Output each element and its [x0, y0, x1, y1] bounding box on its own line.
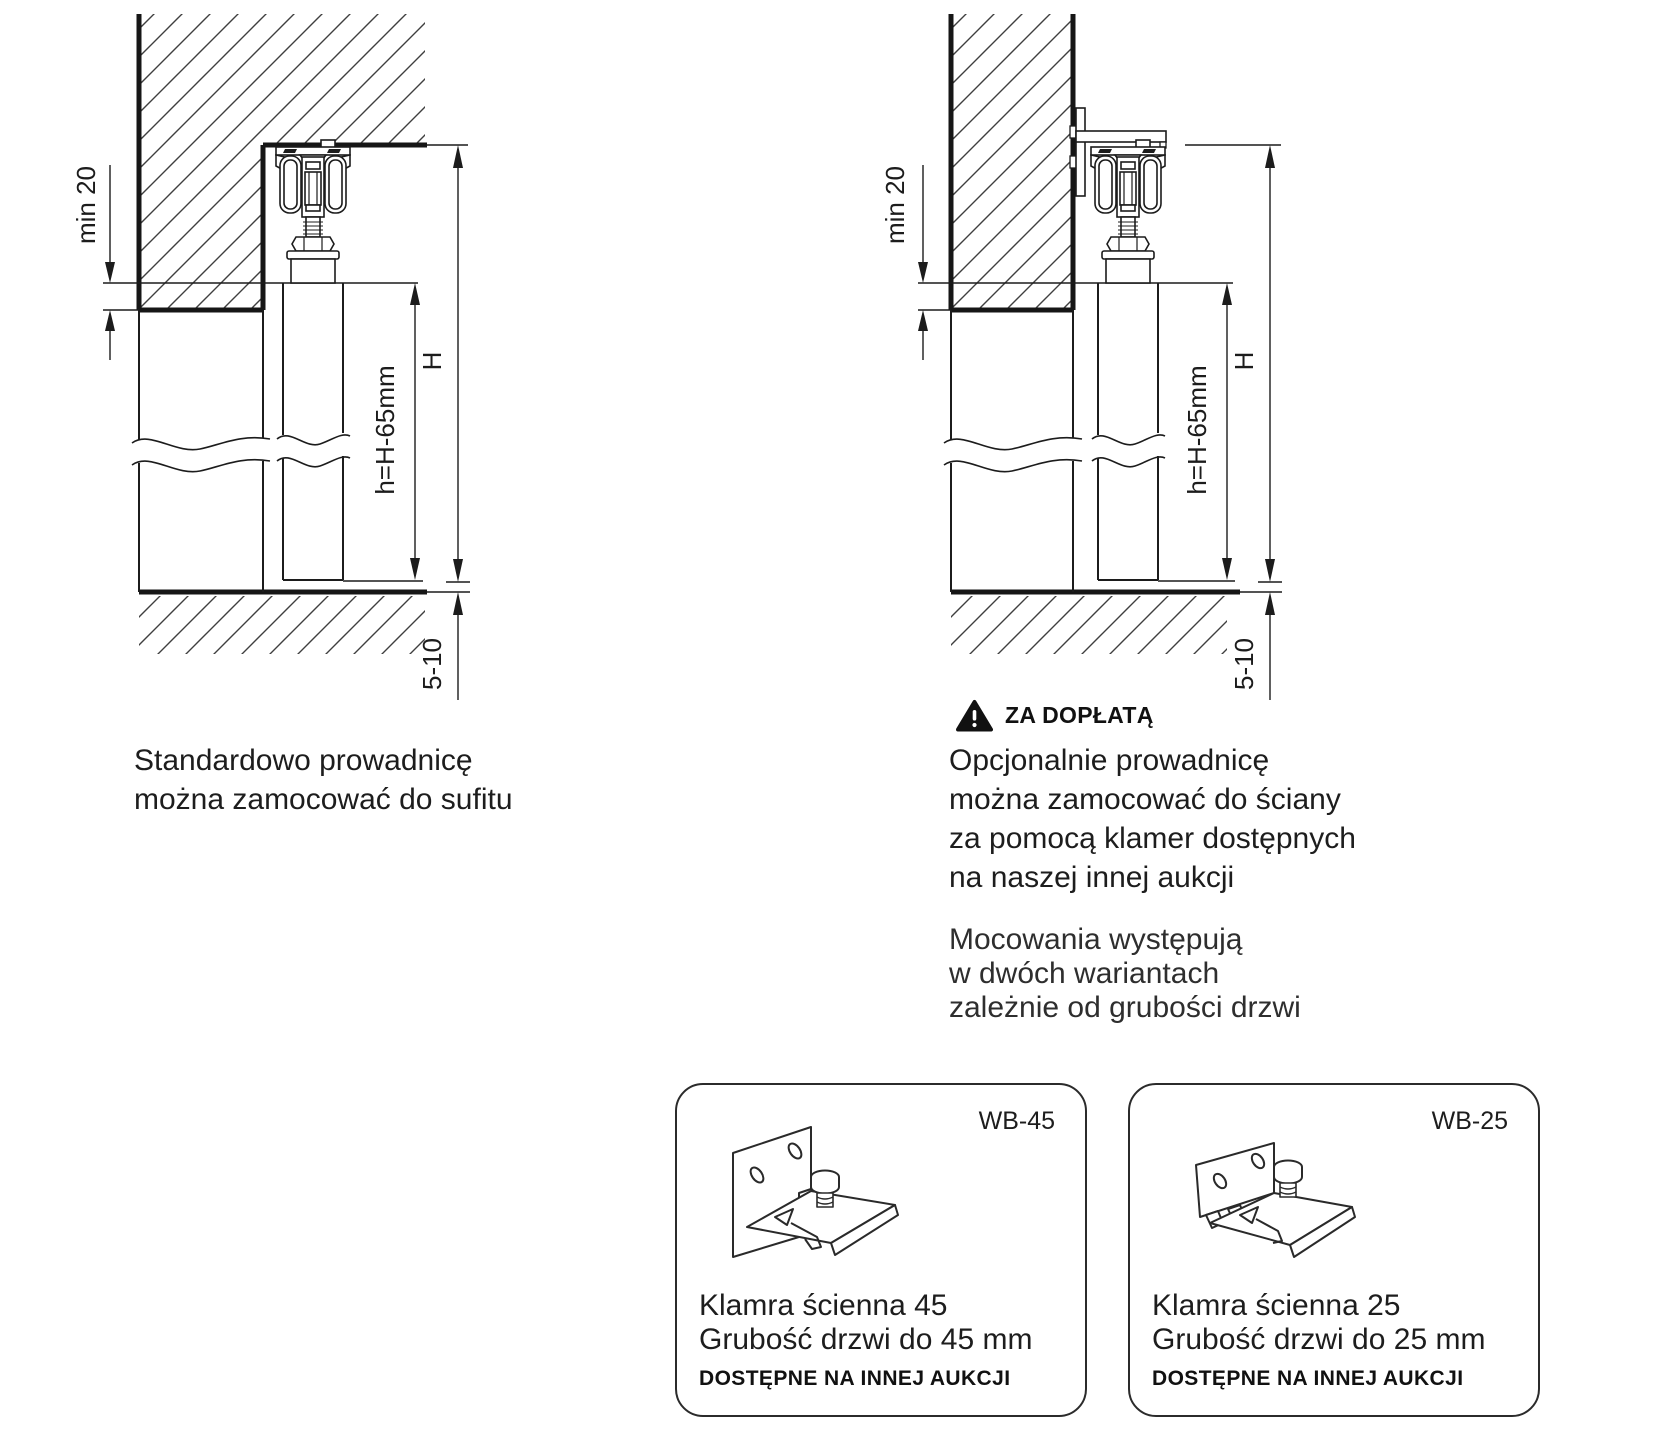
caption-wall-mount [949, 741, 1356, 897]
note-line: w dwóch wariantach [949, 957, 1220, 990]
break-lines [132, 435, 350, 472]
wall-bracket-icon-45 [713, 1109, 913, 1259]
wall-section-hatch [951, 14, 1073, 310]
dim-label-min-overlap: min 20 [880, 165, 910, 245]
surcharge-warning [956, 699, 1154, 732]
dim-label-door-height: h=H-65mm [1182, 365, 1212, 495]
bracket-availability: DOSTĘPNE NA INNEJ AUKCJI [1152, 1367, 1464, 1390]
note-line: Mocowania występują [949, 923, 1243, 956]
bracket-title: Klamra ścienna 25 [1152, 1289, 1401, 1322]
door-panel [139, 283, 343, 592]
ceiling-mount-diagram [71, 14, 470, 700]
dim-label-total-height: H [1229, 351, 1259, 371]
bracket-title: Klamra ścienna 45 [699, 1289, 948, 1322]
dim-label-total-height: H [417, 351, 447, 371]
note-line: zależnie od grubości drzwi [949, 991, 1301, 1024]
wall-bracket-icon-25 [1166, 1109, 1366, 1259]
variants-note [949, 923, 1301, 1025]
dim-label-floor-gap: 5-10 [417, 637, 447, 691]
caption-line: można zamocować do sufitu [134, 783, 513, 816]
caption-ceiling-mount [134, 741, 513, 819]
caption-line: za pomocą klamer dostępnych [949, 822, 1356, 855]
bracket-card-wb45 [675, 1083, 1087, 1417]
warning-icon [956, 699, 993, 732]
bracket-availability: DOSTĘPNE NA INNEJ AUKCJI [699, 1367, 1011, 1390]
bracket-subtitle: Grubość drzwi do 25 mm [1152, 1323, 1486, 1356]
caption-line: na naszej innej aukcji [949, 861, 1235, 894]
caption-line: Opcjonalnie prowadnicę [949, 744, 1270, 777]
product-code: WB-45 [978, 1107, 1055, 1135]
roller-trolley [1091, 140, 1165, 283]
caption-line: można zamocować do ściany [949, 783, 1341, 816]
wall-mount-diagram [880, 14, 1282, 700]
floor-hatch [951, 596, 1227, 654]
roller-trolley [276, 140, 350, 283]
product-code: WB-25 [1431, 1107, 1508, 1135]
door-panel [951, 283, 1158, 592]
dim-label-floor-gap: 5-10 [1229, 637, 1259, 691]
dim-label-door-height: h=H-65mm [370, 365, 400, 495]
technical-diagrams [0, 0, 1655, 720]
bracket-subtitle: Grubość drzwi do 45 mm [699, 1323, 1033, 1356]
surcharge-label: ZA DOPŁATĄ [1005, 702, 1154, 728]
break-lines [944, 435, 1165, 472]
caption-line: Standardowo prowadnicę [134, 744, 473, 777]
bracket-card-wb25 [1128, 1083, 1540, 1417]
dim-label-min-overlap: min 20 [71, 165, 101, 245]
floor-hatch [139, 596, 425, 654]
